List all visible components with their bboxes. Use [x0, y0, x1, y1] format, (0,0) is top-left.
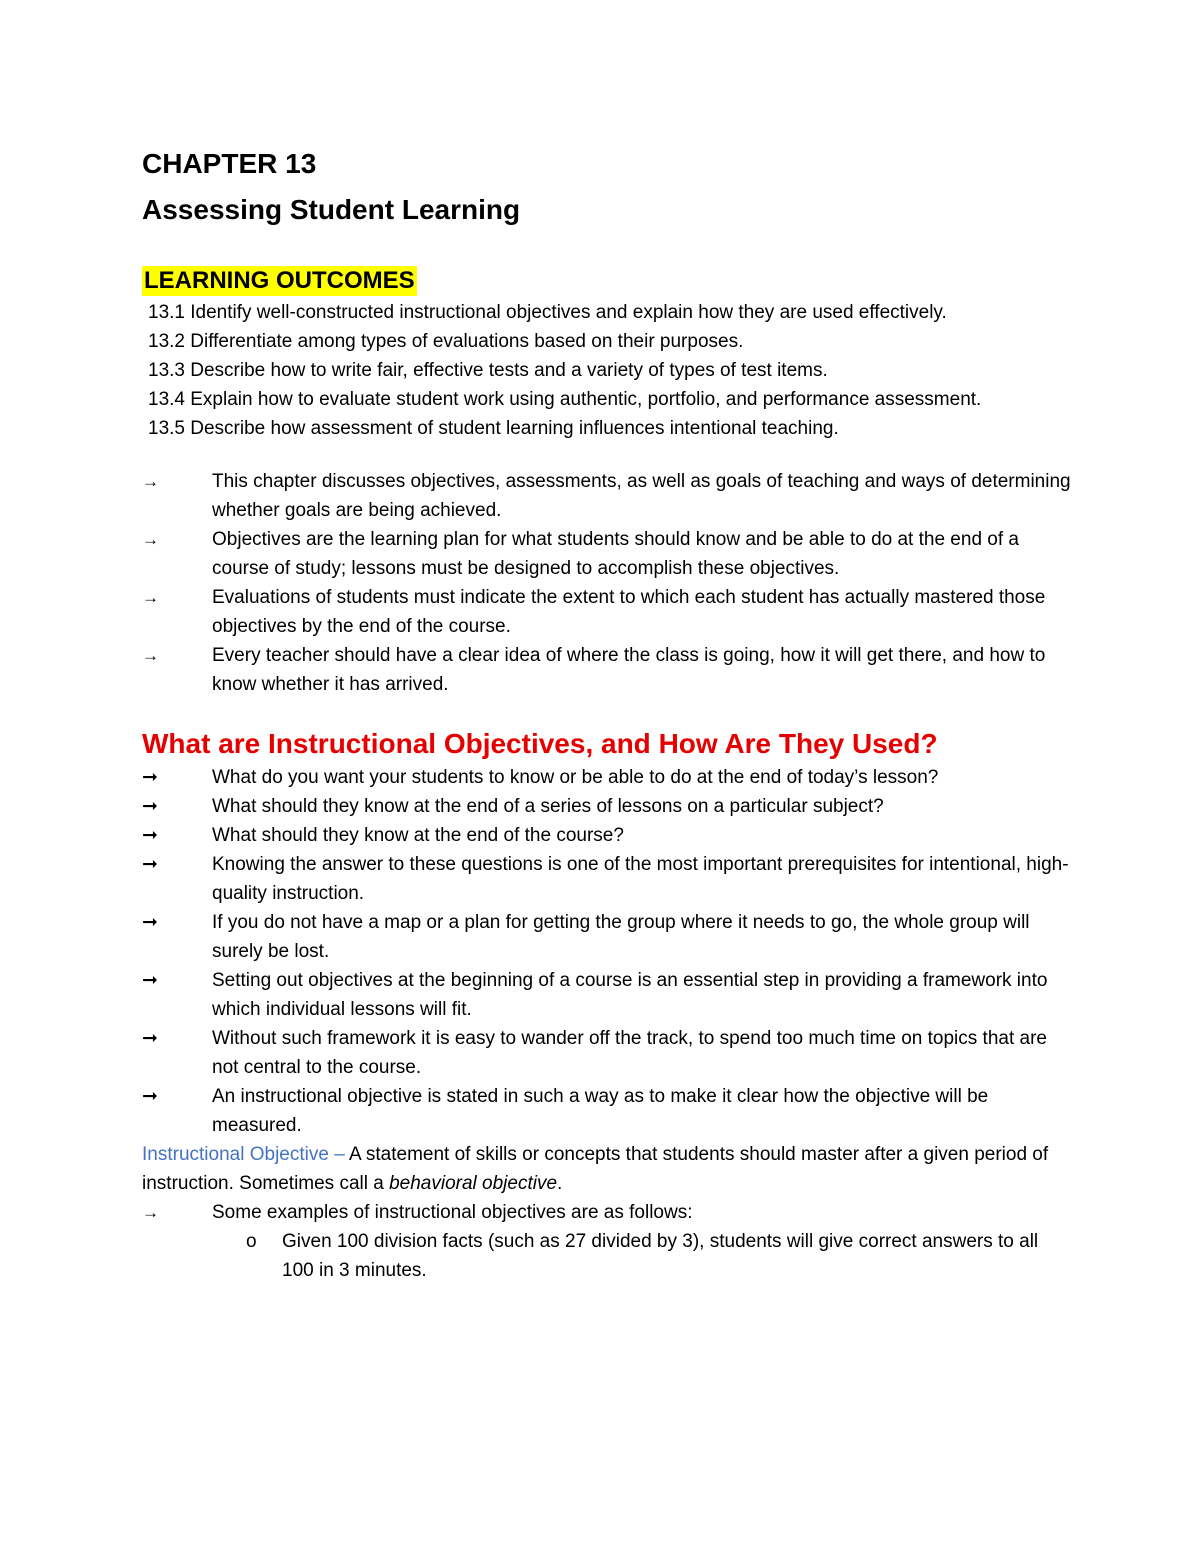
section-bullet — [142, 821, 1072, 850]
example-item — [246, 1227, 1072, 1285]
intro-bullet-text: Objectives are the learning plan for what students should know and be able to do at the end of a course of study; lessons must be designed to accomplish these objectives. — [212, 529, 1019, 579]
intro-bullet-text: This chapter discusses objectives, assessments, as well as goals of teaching and ways of determining whether goals are being achieved. — [212, 471, 1071, 521]
section-bullet-text: Setting out objectives at the beginning of a course is an essential step in providing a framework into which individual lessons will fit. — [212, 970, 1048, 1020]
learning-outcome-item: 13.3 Describe how to write fair, effective tests and a variety of types of test items. — [148, 360, 828, 381]
arrow-icon: ➞ — [142, 796, 158, 817]
arrow-icon: → — [142, 588, 159, 607]
arrow-icon: ➞ — [142, 1028, 158, 1049]
section-bullet-text: Without such framework it is easy to wander off the track, to spend too much time on topics that are not central to the course. — [212, 1028, 1047, 1078]
learning-outcome-item: 13.2 Differentiate among types of evaluations based on their purposes. — [148, 331, 744, 352]
section-bullet — [142, 792, 1072, 821]
section-bullet-text: What should they know at the end of a series of lessons on a particular subject? — [212, 796, 884, 817]
learning-outcome-item: 13.1 Identify well-constructed instructional objectives and explain how they are used effectively. — [148, 302, 947, 323]
examples-list — [142, 1198, 1072, 1227]
arrow-icon: ➞ — [142, 767, 158, 788]
definition-term: Instructional Objective – — [142, 1144, 345, 1165]
arrow-icon: → — [142, 646, 159, 665]
arrow-icon: → — [142, 530, 159, 549]
section-bullet — [142, 1082, 1072, 1140]
section-bullet — [142, 763, 1072, 792]
arrow-icon: ➞ — [142, 1086, 158, 1107]
section-bullet — [142, 966, 1072, 1024]
section-bullet-list — [142, 763, 1072, 1140]
section-bullet — [142, 908, 1072, 966]
definition-italic-term: behavioral objective — [389, 1173, 558, 1194]
definition-paragraph — [142, 1140, 1072, 1198]
example-item-text: Given 100 division facts (such as 27 divided by 3), students will give correct answers to all 100 in 3 minutes. — [282, 1231, 1039, 1281]
chapter-title: Assessing Student Learning — [142, 194, 521, 225]
intro-bullet — [142, 525, 1072, 583]
section-bullet-text: Knowing the answer to these questions is one of the most important prerequisites for intentional, high-quality instruction. — [212, 854, 1069, 904]
arrow-icon: ➞ — [142, 854, 158, 875]
section-bullet-text: What should they know at the end of the course? — [212, 825, 624, 846]
section-heading: What are Instructional Objectives, and How Are They Used? — [142, 728, 938, 759]
circle-bullet-icon: o — [246, 1231, 257, 1252]
document-page — [142, 140, 1072, 1285]
section-bullet — [142, 1024, 1072, 1082]
learning-outcome-item: 13.5 Describe how assessment of student learning influences intentional teaching. — [148, 418, 839, 439]
intro-bullet-list — [142, 467, 1072, 699]
learning-outcome-item: 13.4 Explain how to evaluate student work using authentic, portfolio, and performance assessment. — [148, 389, 982, 410]
examples-intro-text: Some examples of instructional objectives are as follows: — [212, 1202, 693, 1223]
arrow-icon: → — [142, 1203, 159, 1222]
section-bullet — [142, 850, 1072, 908]
arrow-icon: ➞ — [142, 912, 158, 933]
section-bullet-text: What do you want your students to know or be able to do at the end of today’s lesson? — [212, 767, 939, 788]
intro-bullet-text: Every teacher should have a clear idea of where the class is going, how it will get there, and how to know whether it has arrived. — [212, 645, 1046, 695]
intro-bullet-text: Evaluations of students must indicate the extent to which each student has actually mastered those objectives by the end of the course. — [212, 587, 1046, 637]
learning-outcomes-list — [142, 298, 1072, 443]
intro-bullet — [142, 583, 1072, 641]
arrow-icon: ➞ — [142, 970, 158, 991]
chapter-number: CHAPTER 13 — [142, 148, 317, 179]
intro-bullet — [142, 641, 1072, 699]
intro-bullet — [142, 467, 1072, 525]
learning-outcomes-heading: LEARNING OUTCOMES — [144, 267, 415, 294]
definition-end: . — [557, 1173, 563, 1194]
section-bullet-text: If you do not have a map or a plan for getting the group where it needs to go, the whole group will surely be lost. — [212, 912, 1030, 962]
arrow-icon: ➞ — [142, 825, 158, 846]
arrow-icon: → — [142, 472, 159, 491]
section-bullet-text: An instructional objective is stated in such a way as to make it clear how the objective will be measured. — [212, 1086, 989, 1136]
examples-sub-list — [142, 1227, 1072, 1285]
definition-text: A statement of skills or concepts that students should master after a given period of instruction. Sometimes call a — [142, 1144, 1049, 1194]
examples-intro — [142, 1198, 1072, 1227]
